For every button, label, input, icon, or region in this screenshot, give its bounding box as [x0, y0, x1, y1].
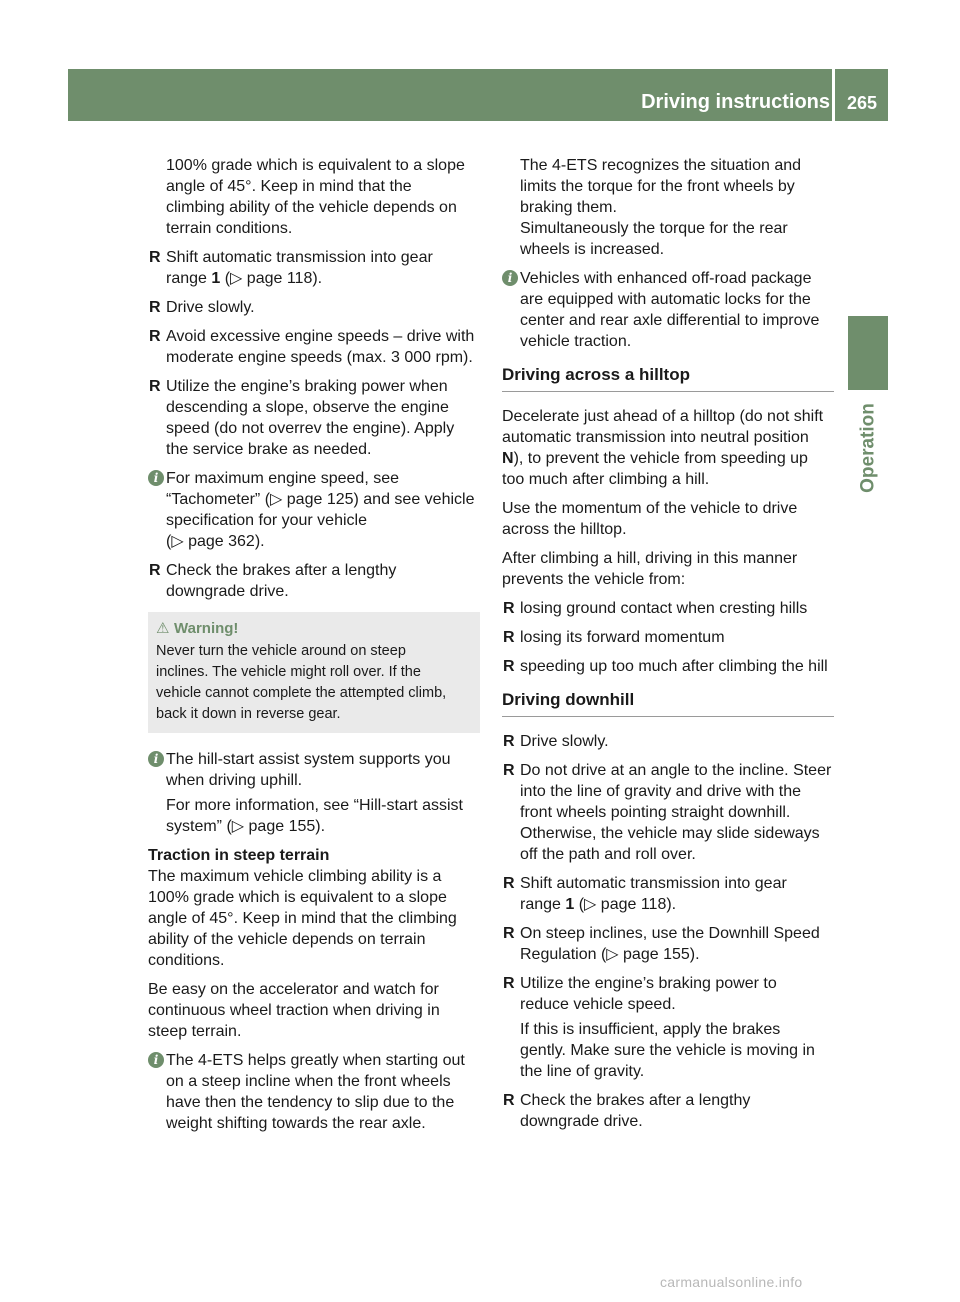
text-line: Utilize the engine’s braking power when: [166, 378, 448, 395]
list-item-text: [520, 627, 834, 648]
text-line: Never turn the vehicle around on steep: [156, 643, 406, 659]
text-line: gently. Make sure the vehicle is moving in: [520, 1042, 815, 1059]
list-item: [502, 873, 834, 915]
right-column: [502, 155, 834, 1140]
text-line: Check the brakes after a lengthy: [520, 1092, 751, 1109]
text-line: angle of 45°. Keep in mind that the: [166, 178, 412, 195]
hilltop-paragraph-2: [502, 498, 834, 540]
text-line: losing ground contact when cresting hills: [520, 600, 808, 617]
text-line: across the hilltop.: [502, 521, 627, 538]
bullet-marker: R: [503, 733, 515, 750]
list-item-text: [520, 731, 834, 752]
text-line: For maximum engine speed, see: [166, 470, 399, 487]
bullet-marker: R: [503, 658, 515, 675]
info-note-offroad: [502, 268, 834, 352]
list-item: [502, 760, 834, 865]
text-line: speeding up too much after climbing the hill: [520, 658, 828, 675]
info-text: [166, 1050, 480, 1134]
info-icon: i: [148, 470, 164, 486]
text-line: Regulation (▷ page 155).: [520, 946, 700, 963]
traction-paragraph-1: [148, 866, 480, 971]
bullet-marker: R: [503, 925, 515, 942]
text-line: have then the tendency to slip due to the: [166, 1094, 455, 1111]
continued-paragraph-1: [502, 155, 834, 218]
text-line: On steep inclines, use the Downhill Speed: [520, 925, 820, 942]
traction-heading: Traction in steep terrain: [148, 847, 330, 864]
text-line: automatic transmission into neutral position: [502, 429, 809, 446]
bullet-marker: R: [503, 762, 515, 779]
warning-box: [148, 612, 480, 733]
text-line: range 1 (▷ page 118).: [520, 896, 677, 913]
list-item: [502, 627, 834, 648]
text-line: The maximum vehicle climbing ability is a: [148, 868, 442, 885]
text-line: Drive slowly.: [166, 299, 255, 316]
warning-title: Warning!: [174, 620, 239, 637]
list-item-text: [520, 760, 834, 865]
info-text-more: [166, 795, 480, 837]
chapter-title: Driving instructions: [641, 91, 830, 113]
info-note-4ets: [148, 1050, 480, 1134]
section-label: [848, 396, 888, 500]
watermark: carmanualsonline.info: [660, 1274, 803, 1290]
list-item: [148, 297, 480, 318]
text-line: Shift automatic transmission into gear: [520, 875, 787, 892]
list-item-text: [520, 1090, 834, 1132]
text-line: The 4-ETS helps greatly when starting out: [166, 1052, 465, 1069]
bullet-marker: R: [149, 249, 161, 266]
text-line: continuous wheel traction when driving in: [148, 1002, 440, 1019]
bullet-marker: R: [503, 1092, 515, 1109]
bullet-marker: R: [503, 875, 515, 892]
text-line: Drive slowly.: [520, 733, 609, 750]
hilltop-heading: Driving across a hilltop: [502, 364, 834, 392]
text-line: speed (do not overrev the engine). Apply: [166, 420, 455, 437]
text-line: back it down in reverse gear.: [156, 706, 341, 722]
text-line: wheels is increased.: [520, 241, 665, 258]
text-line: downgrade drive.: [166, 583, 289, 600]
bullet-marker: R: [503, 975, 515, 992]
list-item: [148, 560, 480, 602]
list-item: [502, 731, 834, 752]
text-line: Use the momentum of the vehicle to drive: [502, 500, 798, 517]
list-item-text: [520, 923, 834, 965]
text-line: prevents the vehicle from:: [502, 571, 686, 588]
bullet-marker: R: [503, 600, 515, 617]
text-line: on a steep incline when the front wheels: [166, 1073, 451, 1090]
list-item: [502, 656, 834, 677]
hilltop-bullet-list: [502, 598, 834, 677]
text-line: limits the torque for the front wheels by: [520, 178, 795, 195]
info-note-hill-start: [148, 749, 480, 837]
text-line: Check the brakes after a lengthy: [166, 562, 397, 579]
info-text: [520, 268, 834, 352]
text-line: Simultaneously the torque for the rear: [520, 220, 788, 237]
text-line: N), to prevent the vehicle from speeding up: [502, 450, 808, 467]
list-item-text: [520, 598, 834, 619]
text-line: weight shifting towards the rear axle.: [166, 1115, 426, 1132]
list-item: [502, 923, 834, 965]
warning-triangle-icon: ⚠: [156, 620, 170, 637]
text-line: angle of 45°. Keep in mind that the climbing: [148, 910, 457, 927]
text-line: conditions.: [148, 952, 225, 969]
info-icon: i: [148, 1052, 164, 1068]
text-line: Avoid excessive engine speeds – drive with: [166, 328, 475, 345]
list-item-text: [166, 326, 480, 368]
bullet-marker: R: [149, 299, 161, 316]
text-line: Shift automatic transmission into gear: [166, 249, 433, 266]
bullet-marker: R: [503, 629, 515, 646]
text-line: Vehicles with enhanced off-road package: [520, 270, 812, 287]
text-line: the service brake as needed.: [166, 441, 372, 458]
downhill-bullet-list: [502, 731, 834, 1132]
warning-title-row: [156, 618, 472, 639]
text-line: For more information, see “Hill-start assist: [166, 797, 463, 814]
text-line: off the path and roll over.: [520, 846, 696, 863]
list-item-text: [520, 656, 834, 677]
list-item-extra: [520, 1019, 834, 1082]
text-line: center and rear axle differential to improve: [520, 312, 820, 329]
text-line: system” (▷ page 155).: [166, 818, 326, 835]
text-line: the line of gravity.: [520, 1063, 645, 1080]
traction-paragraph-2: [148, 979, 480, 1042]
text-line: front wheels pointing straight downhill.: [520, 804, 791, 821]
bullet-marker: R: [149, 562, 161, 579]
bullet-list-2: [148, 560, 480, 602]
text-line: vehicle cannot complete the attempted climb,: [156, 685, 447, 701]
text-line: inclines. The vehicle might roll over. If the: [156, 664, 421, 680]
header-divider: [832, 69, 835, 121]
info-icon: i: [502, 270, 518, 286]
text-line: steep terrain.: [148, 1023, 242, 1040]
text-line: terrain conditions.: [166, 220, 293, 237]
text-line: losing its forward momentum: [520, 629, 725, 646]
bullet-marker: R: [149, 378, 161, 395]
text-line: If this is insufficient, apply the brakes: [520, 1021, 781, 1038]
text-line: downgrade drive.: [520, 1113, 643, 1130]
list-item: [502, 1090, 834, 1132]
text-line: Decelerate just ahead of a hilltop (do not shift: [502, 408, 824, 425]
list-item-text: [520, 973, 834, 1015]
text-line: Utilize the engine’s braking power to: [520, 975, 777, 992]
left-column: [148, 155, 480, 1142]
text-line: vehicle traction.: [520, 333, 632, 350]
text-line: ability of the vehicle depends on terrain: [148, 931, 426, 948]
text-line: (▷ page 362).: [166, 533, 265, 550]
page-number: 265: [846, 93, 878, 113]
info-text: [166, 468, 480, 552]
text-line: range 1 (▷ page 118).: [166, 270, 323, 287]
text-line: are equipped with automatic locks for the: [520, 291, 811, 308]
text-line: braking them.: [520, 199, 617, 216]
text-line: Do not drive at an angle to the incline. Steer: [520, 762, 832, 779]
page-header: [68, 69, 888, 121]
text-line: 100% grade which is equivalent to a slope: [148, 889, 447, 906]
text-line: “Tachometer” (▷ page 125) and see vehicle: [166, 491, 475, 508]
section-label-text: Operation: [857, 403, 879, 493]
text-line: The hill-start assist system supports you: [166, 751, 451, 768]
continued-paragraph-2: [502, 218, 834, 260]
list-item-text: [166, 247, 480, 289]
info-icon: i: [148, 751, 164, 767]
list-item: [148, 326, 480, 368]
list-item-text: [166, 297, 480, 318]
section-tab-marker: [848, 316, 888, 390]
text-line: Otherwise, the vehicle may slide sideways: [520, 825, 820, 842]
bullet-marker: R: [149, 328, 161, 345]
list-item-text: [166, 560, 480, 602]
info-note-engine-speed: [148, 468, 480, 552]
info-text: [166, 749, 480, 791]
list-item: [502, 598, 834, 619]
text-line: 100% grade which is equivalent to a slope: [166, 157, 465, 174]
hilltop-paragraph-1: [502, 406, 834, 490]
text-line: moderate engine speeds (max. 3 000 rpm).: [166, 349, 473, 366]
list-item-text: [520, 873, 834, 915]
hilltop-paragraph-3: [502, 548, 834, 590]
text-line: The 4-ETS recognizes the situation and: [520, 157, 802, 174]
text-line: specification for your vehicle: [166, 512, 367, 529]
text-line: reduce vehicle speed.: [520, 996, 676, 1013]
text-line: descending a slope, observe the engine: [166, 399, 449, 416]
intro-paragraph: [148, 155, 480, 239]
text-line: Be easy on the accelerator and watch for: [148, 981, 439, 998]
list-item-text: [166, 376, 480, 460]
text-line: climbing ability of the vehicle depends on: [166, 199, 457, 216]
text-line: After climbing a hill, driving in this manner: [502, 550, 798, 567]
bullet-list-1: [148, 247, 480, 460]
list-item: [502, 973, 834, 1082]
text-line: into the line of gravity and drive with the: [520, 783, 802, 800]
downhill-heading: Driving downhill: [502, 689, 834, 717]
warning-text: [156, 641, 472, 725]
text-line: too much after climbing a hill.: [502, 471, 710, 488]
text-line: when driving uphill.: [166, 772, 303, 789]
list-item: [148, 247, 480, 289]
list-item: [148, 376, 480, 460]
